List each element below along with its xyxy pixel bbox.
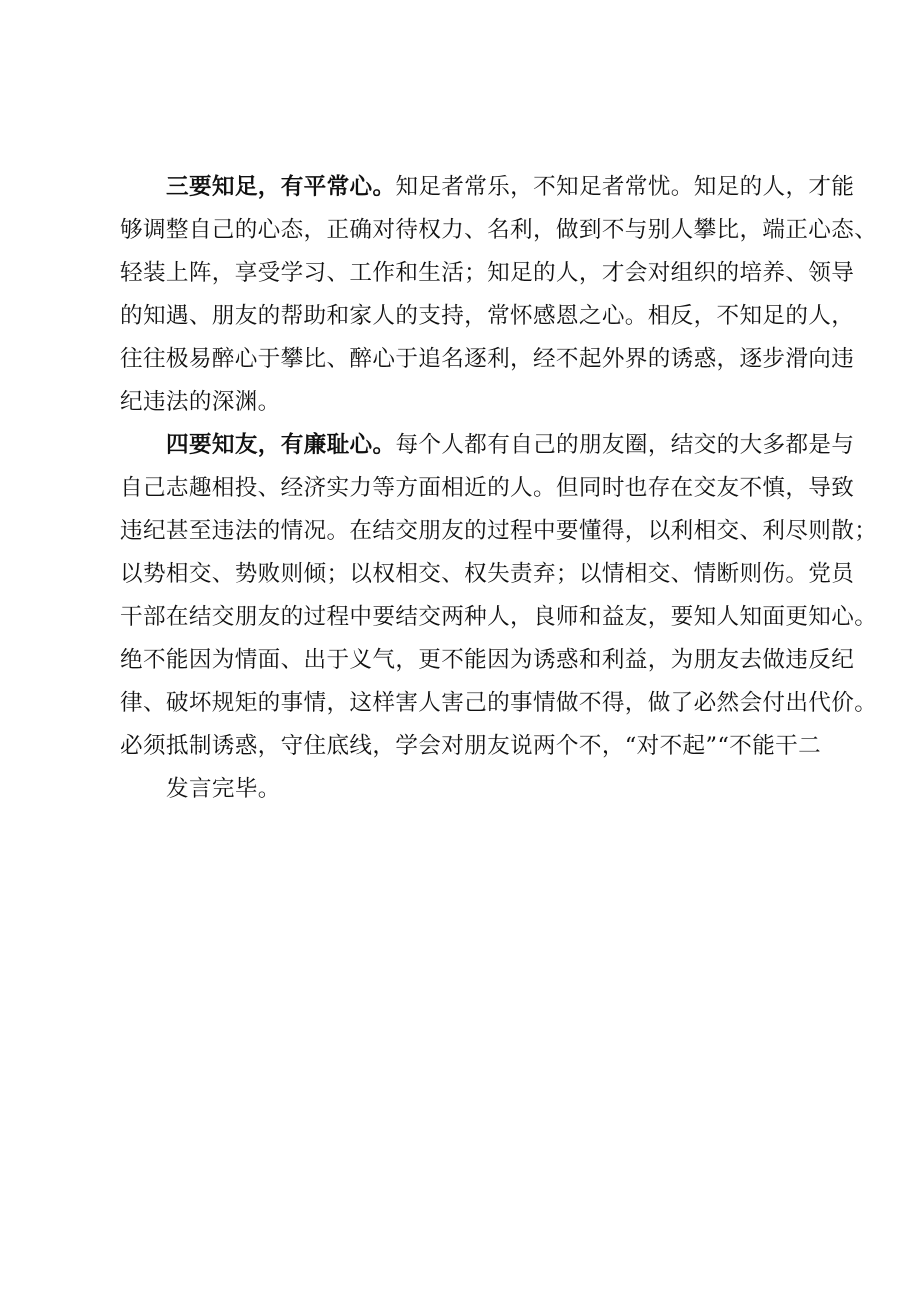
paragraph-3-line-6: 纪违法的深渊。 [120,389,281,415]
paragraph-3-line-2: 够调整自己的心态，正确对待权力、名利，做到不与别人攀比，端正心态、 [120,217,878,243]
closing-line: 发言完毕。 [166,776,281,802]
paragraph-4-line-3: 违纪甚至违法的情况。在结交朋友的过程中要懂得，以利相交、利尽则散； [120,518,878,544]
paragraph-4-line-8: 必须抵制诱惑，守住底线，学会对朋友说两个不，“对不起”“不能干二 [120,733,822,759]
paragraph-3-line-1 [166,172,854,202]
paragraph-4-heading: 四要知友，有廉耻心。 [166,432,396,458]
paragraph-3-line-1-text: 知足者常乐，不知足者常忧。知足的人，才能 [395,174,855,200]
paragraph-4-line-1-text: 每个人都有自己的朋友圈，结交的大多都是与 [395,432,855,458]
paragraph-4-line-4: 以势相交、势败则倾；以权相交、权失责弃；以情相交、情断则伤。党员 [120,561,855,587]
paragraph-3-line-4: 的知遇、朋友的帮助和家人的支持，常怀感恩之心。相反，不知足的人， [120,303,855,329]
paragraph-3-line-3: 轻装上阵，享受学习、工作和生活；知足的人，才会对组织的培养、领导 [120,260,855,286]
paragraph-4-line-7: 律、破坏规矩的事情，这样害人害己的事情做不得，做了必然会付出代价。 [120,690,878,716]
paragraph-4-line-5: 干部在结交朋友的过程中要结交两种人，良师和益友，要知人知面更知心。 [120,604,878,630]
paragraph-3-heading: 三要知足，有平常心。 [166,174,396,200]
paragraph-4-line-1 [166,430,854,460]
paragraph-3-line-5: 往往极易醉心于攀比、醉心于追名逐利，经不起外界的诱惑，逐步滑向违 [120,346,855,372]
paragraph-4-line-6: 绝不能因为情面、出于义气，更不能因为诱惑和利益，为朋友去做违反纪 [120,647,855,673]
paragraph-4-line-2: 自己志趣相投、经济实力等方面相近的人。但同时也存在交友不慎，导致 [120,475,855,501]
